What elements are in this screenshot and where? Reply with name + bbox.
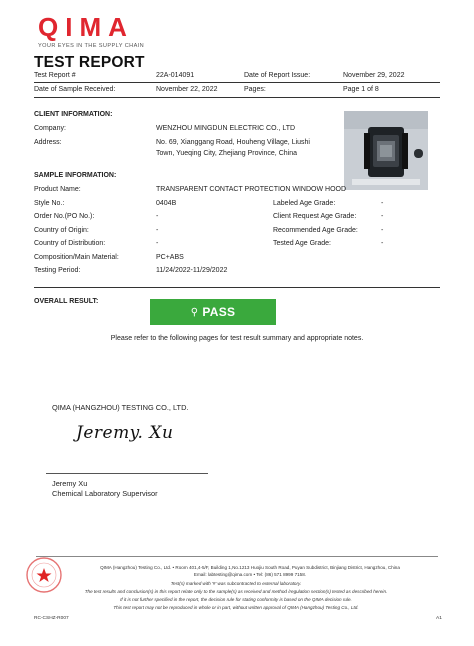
handwritten-signature: Jeremy. Xu — [76, 423, 174, 443]
testing-period: 11/24/2022-11/29/2022 — [156, 267, 228, 274]
recommended-age: - — [381, 227, 384, 234]
signature-line — [46, 473, 208, 474]
received-date-label: Date of Sample Received: — [34, 86, 116, 93]
footer-divider — [36, 556, 438, 557]
signer-name: Jeremy Xu — [52, 479, 88, 488]
page-count: Page 1 of 8 — [343, 86, 379, 93]
sample-heading: SAMPLE INFORMATION: — [34, 172, 117, 179]
product-photo — [344, 111, 428, 190]
client-age: - — [381, 213, 384, 220]
tested-age: - — [381, 240, 384, 247]
origin-label: Country of Origin: — [34, 227, 89, 234]
document-code: RC-CSHZ-R007 — [34, 616, 69, 621]
style-label: Style No.: — [34, 200, 65, 207]
report-title: TEST REPORT — [34, 54, 145, 71]
pass-badge — [150, 299, 276, 325]
pages-label: Pages: — [244, 86, 266, 93]
overall-result-label: OVERALL RESULT: — [34, 298, 99, 305]
signer-title: Chemical Laboratory Supervisor — [52, 489, 158, 498]
company-label: Company: — [34, 125, 66, 132]
issue-date-label: Date of Report Issue: — [244, 72, 311, 79]
labeled-age: - — [381, 200, 384, 207]
testing-period-label: Testing Period: — [34, 267, 81, 274]
product-name: TRANSPARENT CONTACT PROTECTION WINDOW HOOD — [156, 186, 347, 193]
tested-age-label: Tested Age Grade: — [273, 240, 331, 247]
product-label: Product Name: — [34, 186, 81, 193]
footer-contact: Email: labtesting@qima.com • Tel: (86) 571 8999 7158. — [193, 572, 307, 577]
distribution: - — [156, 240, 159, 247]
revision-code: A1 — [436, 616, 442, 621]
address-line-2: Town, Yueqing City, Zhejiang Province, China — [156, 150, 297, 157]
material-label: Composition/Main Material: — [34, 254, 119, 261]
pass-text: PASS — [202, 305, 236, 319]
footer-scope-note: The test results and conclusion(s) in this report relate only to the sample(s) as received and method /regulation section(s) tested as described herein. — [84, 589, 388, 594]
style-number: 0404B — [156, 200, 177, 207]
origin: - — [156, 227, 159, 234]
pass-icon: ⚲ — [190, 306, 199, 318]
issue-date: November 29, 2022 — [343, 72, 405, 79]
divider — [34, 82, 440, 83]
order-label: Order No.(PO No.): — [34, 213, 95, 220]
report-number-label: Test Report # — [34, 72, 76, 79]
distribution-label: Country of Distribution: — [34, 240, 106, 247]
client-heading: CLIENT INFORMATION: — [34, 111, 113, 118]
company-name: WENZHOU MINGDUN ELECTRIC CO., LTD — [156, 125, 296, 132]
order-number: - — [156, 213, 159, 220]
divider — [34, 287, 440, 288]
labeled-age-label: Labeled Age Grade: — [273, 200, 336, 207]
address-label: Address: — [34, 139, 62, 146]
material: PC+ABS — [156, 254, 184, 261]
client-age-label: Client Request Age Grade: — [273, 213, 357, 220]
received-date: November 22, 2022 — [156, 86, 218, 93]
report-number: 22A-014091 — [156, 72, 195, 79]
brand-tagline: YOUR EYES IN THE SUPPLY CHAIN — [38, 43, 145, 49]
footer-reproduction-note: This test report may not be reproduced in whole or in part, without written approval of QIMA (Hangzhou) Testing Co., Ltd. — [113, 605, 359, 610]
recommended-age-label: Recommended Age Grade: — [273, 227, 358, 234]
address-line-1: No. 69, Xianggang Road, Houheng Village, Liushi — [156, 139, 310, 146]
result-note: Please refer to the following pages for test result summary and appropriate notes. — [110, 335, 364, 342]
footer-subcontract-note: Test(s) marked with '#' was subcontracted to external laboratory. — [170, 581, 302, 586]
signing-company: QIMA (HANGZHOU) TESTING CO., LTD. — [52, 403, 189, 412]
brand-logo: QIMA — [38, 12, 134, 42]
footer-address: QIMA (Hangzhou) Testing Co., Ltd. • Room 401,4-5/F, Building 1,No.1213 Huojiu South Road, Puyan Subdistrict, Binjiang District, Hangzhou, China — [100, 565, 400, 570]
footer-decision-rule: If it is not further specified in the report, the decision rule for stating conformity is based on the QIMA decision rule. — [120, 597, 352, 602]
divider — [34, 97, 440, 98]
